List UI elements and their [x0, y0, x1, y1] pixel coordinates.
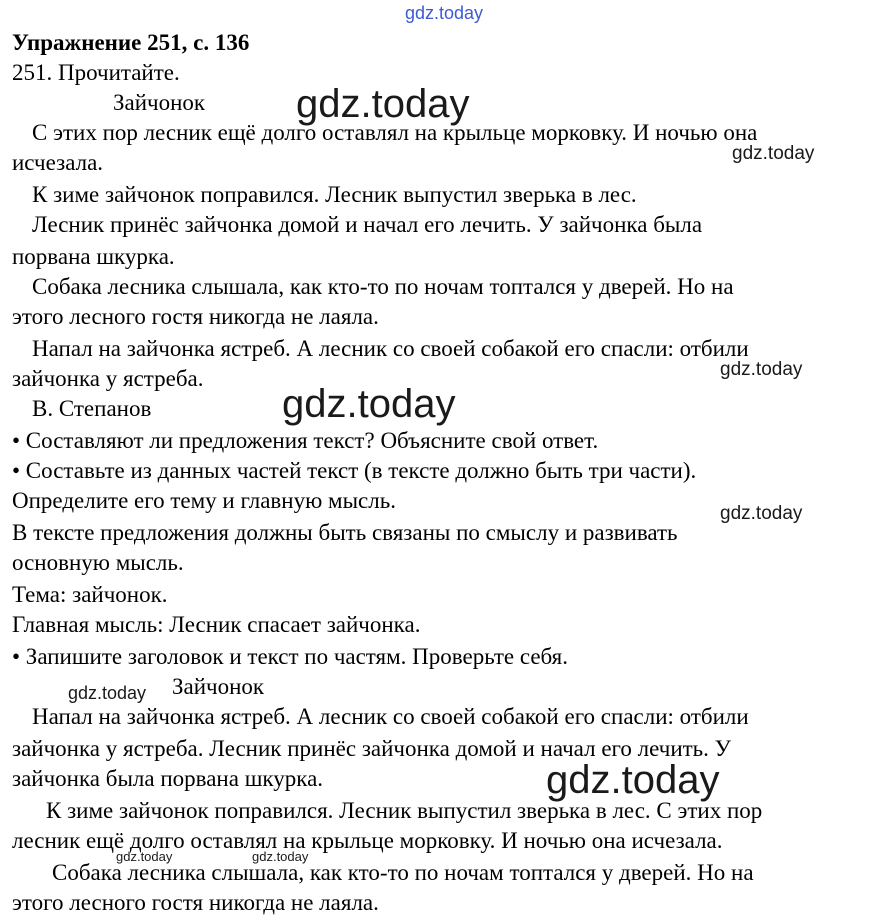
source-text-heading: Зайчонок	[113, 90, 206, 115]
watermark-tiny-1: gdz.today	[116, 849, 173, 864]
watermark-large-3: gdz.today	[546, 758, 720, 802]
source-text-line: Собака лесника слышала, как кто-то по ночам топтался у дверей. Но на	[32, 274, 734, 299]
source-text-line: С этих пор лесник ещё долго оставлял на крыльце морковку. И ночью она	[32, 120, 758, 145]
answer-text-line: Собака лесника слышала, как кто-то по ночам топтался у дверей. Но на	[52, 860, 754, 885]
answer-text-line: зайчонка у ястреба. Лесник принёс зайчонка домой и начал его лечить. У	[12, 736, 731, 761]
task-line: Определите его тему и главную мысль.	[12, 488, 396, 513]
source-text-line: порвана шкурка.	[12, 244, 175, 269]
source-text-line: Напал на зайчонка ястреб. А лесник со своей собакой его спасли: отбили	[32, 336, 749, 361]
source-text-line: этого лесного гостя никогда не лаяла.	[12, 304, 379, 329]
watermark-large-2: gdz.today	[282, 382, 456, 426]
source-text-author: В. Степанов	[32, 396, 152, 421]
answer-text-line: этого лесного гостя никогда не лаяла.	[12, 890, 379, 915]
watermark-small-3: gdz.today	[720, 503, 803, 524]
answer-text-line: лесник ещё долго оставлял на крыльце морковку. И ночью она исчезала.	[12, 828, 723, 853]
task-line: • Составляют ли предложения текст? Объясните свой ответ.	[12, 428, 599, 453]
source-text-line: Лесник принёс зайчонка домой и начал его лечить. У зайчонка была	[32, 212, 703, 237]
watermark-small-4: gdz.today	[68, 683, 147, 703]
watermark-small-2: gdz.today	[720, 359, 803, 380]
task-line: • Запишите заголовок и текст по частям. Проверьте себя.	[12, 644, 569, 669]
source-text-line: исчезала.	[12, 150, 104, 175]
task-line: В тексте предложения должны быть связаны по смыслу и развивать	[12, 520, 678, 545]
source-text-line: зайчонка у ястреба.	[12, 366, 204, 391]
answer-main-idea: Главная мысль: Лесник спасает зайчонка.	[12, 612, 421, 637]
answer-text-line: К зиме зайчонок поправился. Лесник выпустил зверька в лес. С этих пор	[46, 798, 763, 823]
answer-text-heading: Зайчонок	[172, 674, 265, 699]
source-text-line: К зиме зайчонок поправился. Лесник выпустил зверька в лес.	[32, 182, 637, 207]
task-line: основную мысль.	[12, 550, 184, 575]
answer-topic: Тема: зайчонок.	[12, 582, 168, 607]
watermark-small-1: gdz.today	[732, 143, 815, 164]
exercise-instruction: 251. Прочитайте.	[12, 60, 180, 85]
task-line: • Составьте из данных частей текст (в тексте должно быть три части).	[12, 458, 697, 483]
answer-text-line: зайчонка была порвана шкурка.	[12, 766, 324, 791]
watermark-top: gdz.today	[405, 3, 484, 23]
watermark-large-1: gdz.today	[296, 82, 470, 126]
answer-text-line: Напал на зайчонка ястреб. А лесник со своей собакой его спасли: отбили	[32, 704, 749, 729]
exercise-title: Упражнение 251, с. 136	[12, 30, 250, 55]
watermark-tiny-2: gdz.today	[252, 849, 309, 864]
